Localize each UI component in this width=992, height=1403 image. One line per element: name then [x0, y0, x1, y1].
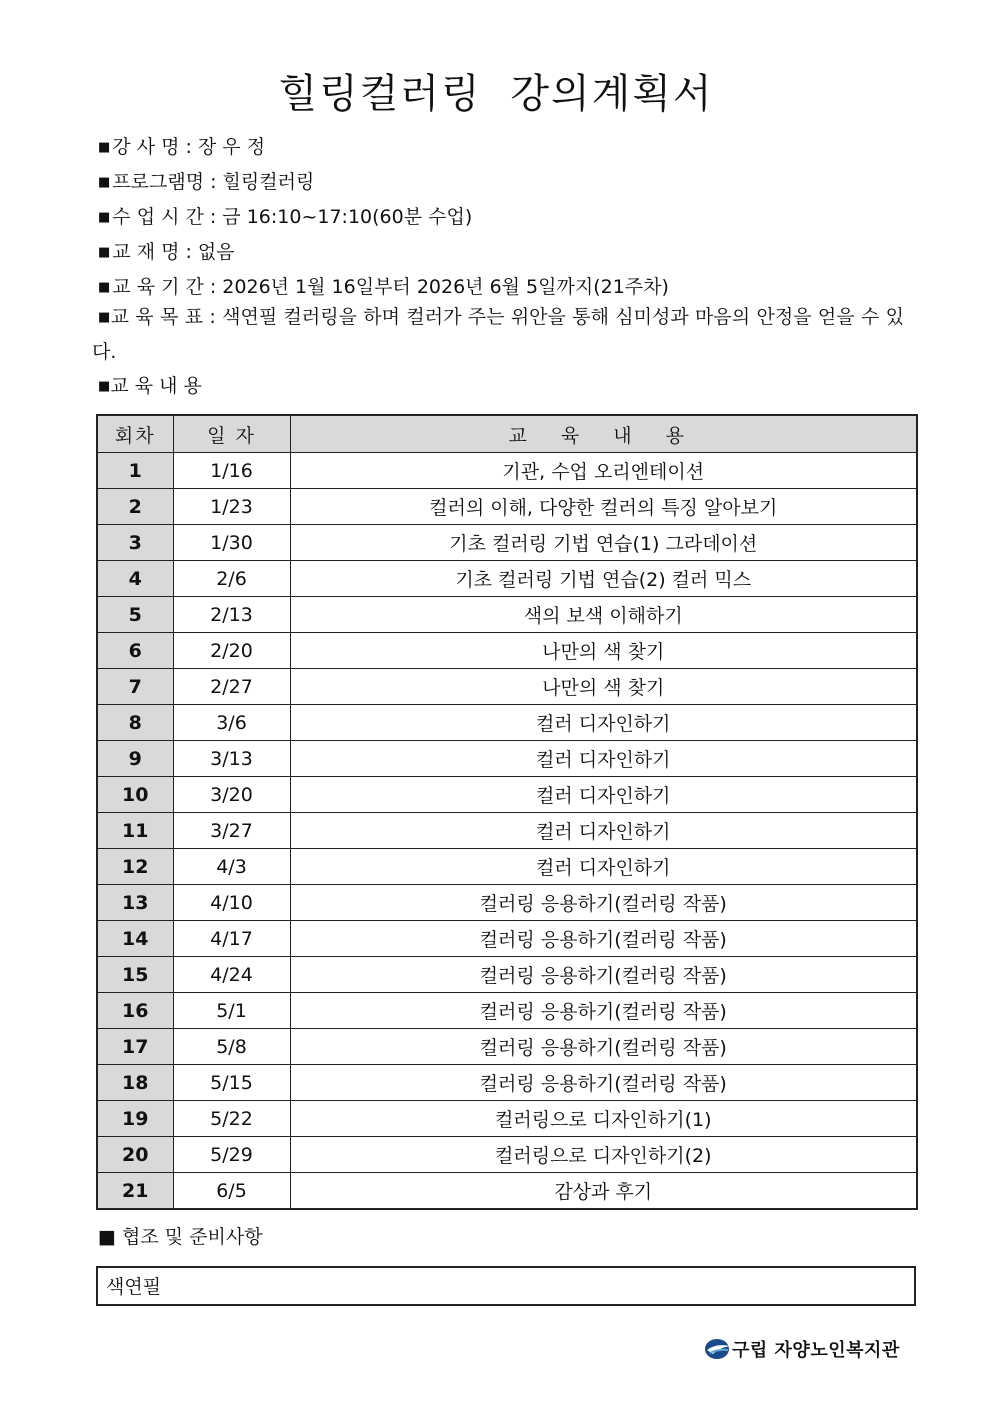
session-date: 2/27 [173, 669, 290, 705]
header-date: 일 자 [173, 415, 290, 453]
schedule-table [96, 414, 918, 1210]
session-content: 컬러의 이해, 다양한 컬러의 특징 알아보기 [290, 489, 917, 525]
table-row [97, 1029, 917, 1065]
session-date: 5/1 [173, 993, 290, 1029]
session-content: 기초 컬러링 기법 연습(1) 그라데이션 [290, 525, 917, 561]
table-row [97, 849, 917, 885]
session-date: 5/15 [173, 1065, 290, 1101]
welfare-center-logo [704, 1336, 900, 1362]
session-number: 2 [97, 489, 173, 525]
session-content: 컬러링으로 디자인하기(2) [290, 1137, 917, 1173]
session-number: 1 [97, 453, 173, 489]
session-number: 18 [97, 1065, 173, 1101]
table-row [97, 525, 917, 561]
program-text: 프로그램명 : 힐링컬러링 [112, 171, 315, 193]
bullet-icon: ■ [98, 379, 111, 394]
session-content: 나만의 색 찾기 [290, 669, 917, 705]
session-date: 4/24 [173, 957, 290, 993]
session-date: 1/30 [173, 525, 290, 561]
textbook-line [98, 235, 918, 270]
session-date: 1/16 [173, 453, 290, 489]
session-number: 21 [97, 1173, 173, 1210]
session-number: 14 [97, 921, 173, 957]
session-number: 8 [97, 705, 173, 741]
textbook-text: 교 재 명 : 없음 [112, 241, 235, 263]
session-content: 나만의 색 찾기 [290, 633, 917, 669]
program-line [98, 165, 918, 200]
session-date: 1/23 [173, 489, 290, 525]
goal-section [92, 300, 904, 404]
table-row [97, 957, 917, 993]
goal-line [92, 300, 904, 369]
bullet-icon: ■ [98, 140, 111, 155]
session-number: 4 [97, 561, 173, 597]
session-number: 13 [97, 885, 173, 921]
session-date: 4/3 [173, 849, 290, 885]
session-content: 컬러링 응용하기(컬러링 작품) [290, 993, 917, 1029]
session-number: 7 [97, 669, 173, 705]
welfare-center-name: 구립 자양노인복지관 [732, 1340, 900, 1361]
welfare-center-logo-icon [704, 1337, 732, 1361]
table-row [97, 561, 917, 597]
header-session: 회차 [97, 415, 173, 453]
content-label-text: 교 육 내 용 [110, 375, 202, 397]
session-date: 5/8 [173, 1029, 290, 1065]
bullet-icon: ■ [98, 280, 111, 295]
session-content: 컬러 디자인하기 [290, 741, 917, 777]
time-text: 수 업 시 간 : 금 16:10~17:10(60분 수업) [112, 206, 473, 228]
session-date: 3/20 [173, 777, 290, 813]
session-content: 컬러 디자인하기 [290, 813, 917, 849]
session-date: 2/20 [173, 633, 290, 669]
bullet-icon: ■ [98, 175, 111, 190]
prep-label: ■ 협조 및 준비사항 [98, 1226, 263, 1248]
period-text: 교 육 기 간 : 2026년 1월 16일부터 2026년 6월 5일까지(21주차) [112, 276, 669, 298]
bullet-icon: ■ [98, 245, 111, 260]
session-number: 17 [97, 1029, 173, 1065]
prep-box [96, 1266, 916, 1306]
table-row [97, 633, 917, 669]
table-header-row [97, 415, 917, 453]
session-content: 컬러 디자인하기 [290, 705, 917, 741]
session-number: 12 [97, 849, 173, 885]
session-date: 3/6 [173, 705, 290, 741]
table-row [97, 1101, 917, 1137]
content-label-line [92, 369, 904, 404]
session-number: 10 [97, 777, 173, 813]
info-section [98, 130, 918, 305]
table-row [97, 777, 917, 813]
instructor-text: 강 사 명 : 장 우 정 [112, 136, 266, 158]
session-number: 9 [97, 741, 173, 777]
session-number: 6 [97, 633, 173, 669]
session-number: 3 [97, 525, 173, 561]
session-number: 5 [97, 597, 173, 633]
page-title: 힐링컬러링 강의계획서 [278, 71, 714, 117]
session-date: 3/27 [173, 813, 290, 849]
session-date: 2/13 [173, 597, 290, 633]
session-date: 4/17 [173, 921, 290, 957]
table-row [97, 1173, 917, 1210]
table-row [97, 669, 917, 705]
session-date: 5/29 [173, 1137, 290, 1173]
session-content: 기관, 수업 오리엔테이션 [290, 453, 917, 489]
session-content: 기초 컬러링 기법 연습(2) 컬러 믹스 [290, 561, 917, 597]
session-content: 컬러 디자인하기 [290, 777, 917, 813]
table-row [97, 921, 917, 957]
session-content: 색의 보색 이해하기 [290, 597, 917, 633]
session-number: 20 [97, 1137, 173, 1173]
session-content: 감상과 후기 [290, 1173, 917, 1210]
table-row [97, 993, 917, 1029]
session-content: 컬러링으로 디자인하기(1) [290, 1101, 917, 1137]
session-content: 컬러링 응용하기(컬러링 작품) [290, 1029, 917, 1065]
session-content: 컬러링 응용하기(컬러링 작품) [290, 957, 917, 993]
session-date: 4/10 [173, 885, 290, 921]
session-number: 19 [97, 1101, 173, 1137]
session-date: 6/5 [173, 1173, 290, 1210]
session-date: 2/6 [173, 561, 290, 597]
time-line [98, 200, 918, 235]
table-row [97, 1065, 917, 1101]
goal-text: 교 육 목 표 : 색연필 컬러링을 하며 컬러가 주는 위안을 통해 심미성과 마음의 안정을 얻을 수 있다. [92, 306, 904, 363]
bullet-icon: ■ [98, 310, 111, 325]
session-number: 16 [97, 993, 173, 1029]
prep-value: 색연필 [106, 1276, 162, 1298]
table-row [97, 885, 917, 921]
table-row [97, 705, 917, 741]
header-content: 교 육 내 용 [290, 415, 917, 453]
table-row [97, 453, 917, 489]
session-content: 컬러링 응용하기(컬러링 작품) [290, 921, 917, 957]
session-content: 컬러 디자인하기 [290, 849, 917, 885]
table-row [97, 597, 917, 633]
table-row [97, 1137, 917, 1173]
session-number: 11 [97, 813, 173, 849]
session-date: 5/22 [173, 1101, 290, 1137]
session-number: 15 [97, 957, 173, 993]
bullet-icon: ■ [98, 210, 111, 225]
session-content: 컬러링 응용하기(컬러링 작품) [290, 885, 917, 921]
table-row [97, 813, 917, 849]
session-date: 3/13 [173, 741, 290, 777]
instructor-line [98, 130, 918, 165]
table-row [97, 741, 917, 777]
table-row [97, 489, 917, 525]
session-content: 컬러링 응용하기(컬러링 작품) [290, 1065, 917, 1101]
